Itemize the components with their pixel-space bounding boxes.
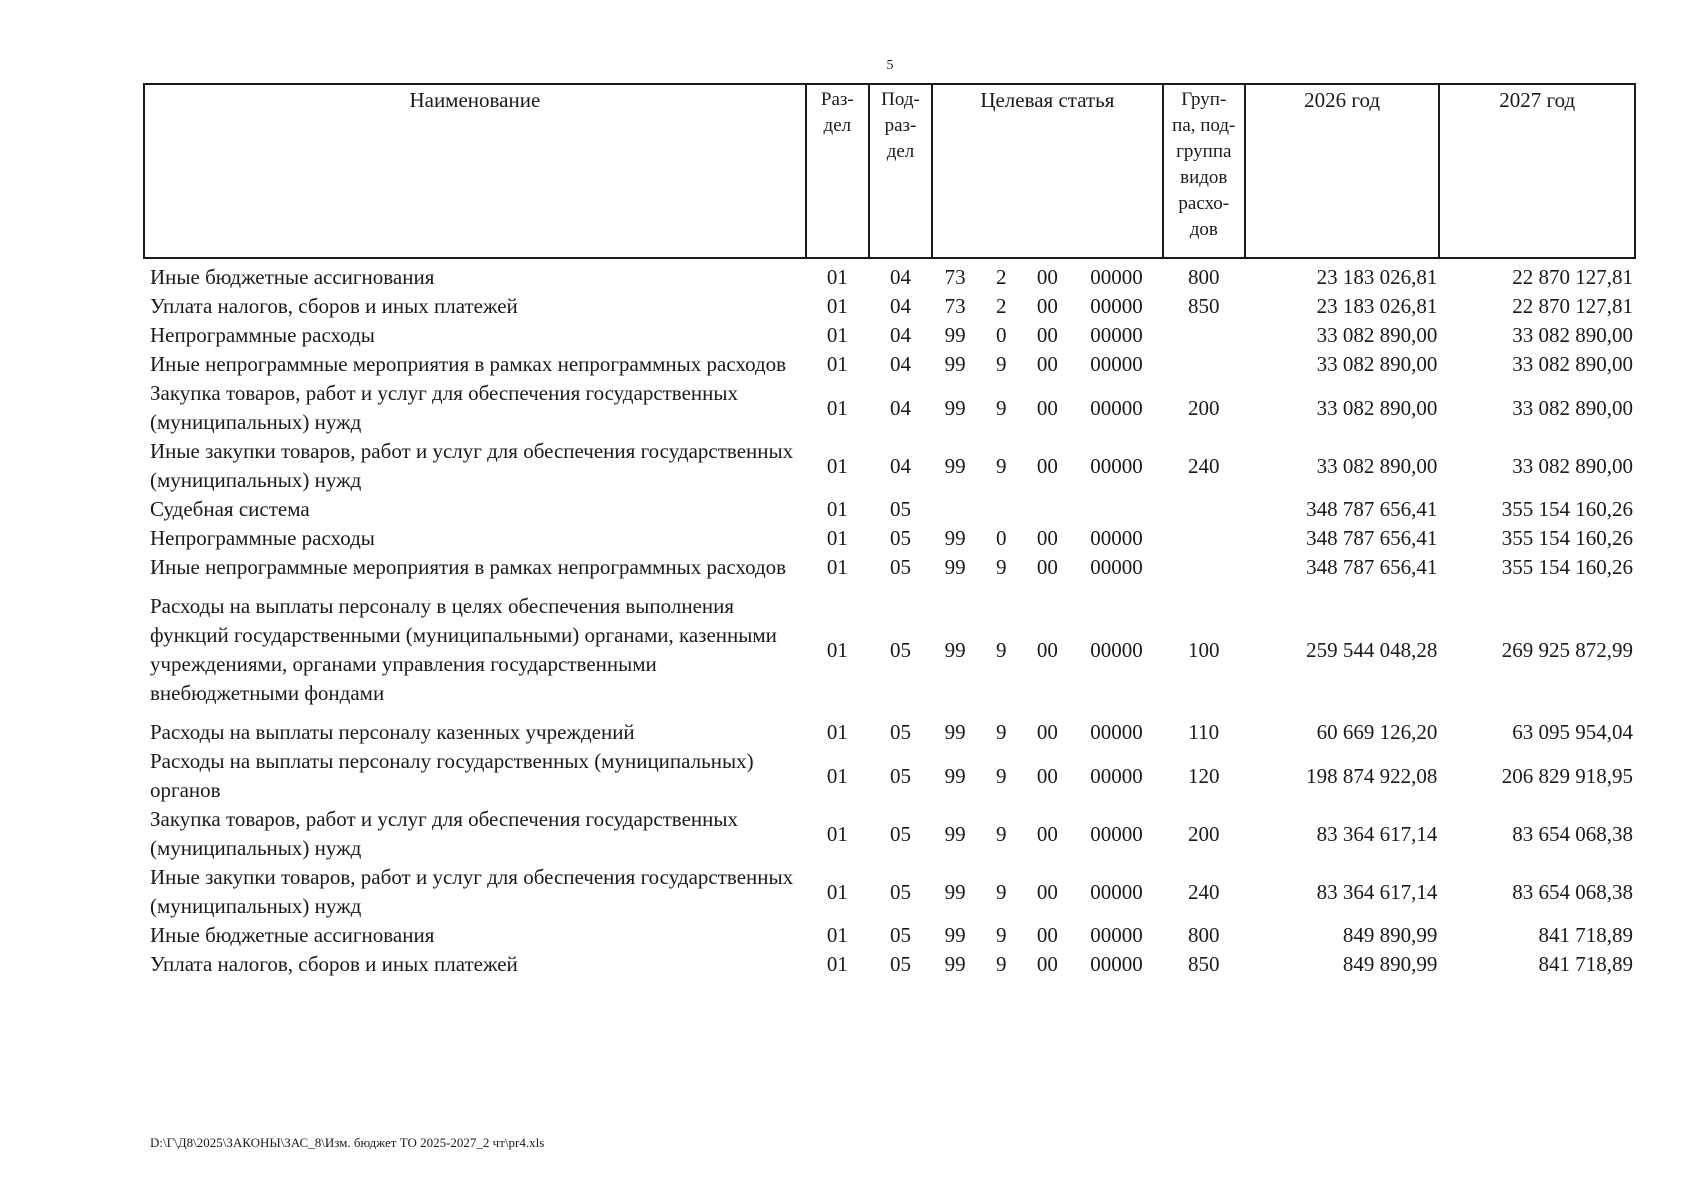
row-target-direction: 00: [1036, 395, 1058, 420]
row-amount-2027: 63 095 954,04: [1512, 720, 1633, 744]
row-amount-2026: 83 364 617,14: [1316, 879, 1438, 904]
row-target-direction: 00: [1036, 637, 1058, 662]
row-target-subprogram: 2: [995, 265, 1007, 289]
row-group: 240: [1188, 453, 1220, 478]
row-amount-2026: 33 082 890,00: [1316, 323, 1438, 347]
row-amount-2027: 841 718,89: [1538, 923, 1633, 947]
row-group: [1163, 321, 1245, 350]
row-name: Расходы на выплаты персоналу казенных учреждений: [150, 720, 635, 744]
row-target-program: 73: [944, 265, 966, 289]
row-podrazdel: 05: [889, 763, 911, 788]
row-name: Расходы на выплаты персоналу государственных (муниципальных) органов: [150, 749, 754, 802]
row-group: [1163, 495, 1245, 524]
row-amount-2026: 33 082 890,00: [1316, 352, 1438, 376]
page-number: 5: [886, 58, 894, 73]
row-target-program: 99: [944, 763, 966, 788]
row-razdel: 01: [826, 763, 848, 788]
row-group: 240: [1188, 879, 1220, 904]
row-amount-2027: 83 654 068,38: [1512, 821, 1633, 846]
header-year-2026: 2026 год: [1245, 84, 1440, 258]
row-name: Иные закупки товаров, работ и услуг для обеспечения государственных (муниципальных) нужд: [150, 439, 794, 492]
table-row: [144, 805, 1635, 863]
row-podrazdel: 04: [889, 265, 911, 289]
row-target-code: 00000: [1090, 323, 1143, 347]
header-target: Целевая статья: [932, 84, 1163, 258]
row-amount-2026: 849 890,99: [1342, 923, 1438, 947]
row-target-subprogram: 9: [995, 637, 1007, 662]
row-name: Непрограммные расходы: [150, 526, 375, 550]
table-row: [144, 582, 1635, 718]
row-amount-2026: 849 890,99: [1342, 952, 1438, 976]
row-target-program: 99: [944, 352, 966, 376]
row-amount-2027: 355 154 160,26: [1501, 555, 1633, 579]
row-amount-2027: 33 082 890,00: [1512, 453, 1633, 478]
row-razdel: 01: [826, 923, 848, 947]
row-razdel: 01: [826, 821, 848, 846]
row-razdel: 01: [826, 952, 848, 976]
row-target-direction: 00: [1036, 821, 1058, 846]
row-name: Закупка товаров, работ и услуг для обеспечения государственных (муниципальных) нужд: [150, 381, 739, 434]
table-row: [144, 321, 1635, 350]
row-target-direction: 00: [1036, 879, 1058, 904]
row-target-direction: 00: [1036, 952, 1058, 976]
row-target-code: 00000: [1090, 352, 1143, 376]
table-row: [144, 524, 1635, 553]
row-target-code: 00000: [1090, 923, 1143, 947]
table-row: [144, 495, 1635, 524]
row-target-subprogram: 9: [995, 879, 1007, 904]
table-row: [144, 747, 1635, 805]
row-group: 100: [1188, 637, 1220, 662]
row-target-code: 00000: [1090, 265, 1143, 289]
row-target-direction: 00: [1036, 720, 1058, 744]
header-year-2027: 2027 год: [1439, 84, 1635, 258]
row-razdel: 01: [826, 497, 848, 521]
row-target-program: 99: [944, 637, 966, 662]
row-target-code: 00000: [1090, 555, 1143, 579]
row-amount-2026: 348 787 656,41: [1306, 497, 1438, 521]
row-amount-2026: 83 364 617,14: [1316, 821, 1438, 846]
row-target-code: 00000: [1090, 294, 1143, 318]
row-target-subprogram: 9: [995, 453, 1007, 478]
row-razdel: 01: [826, 879, 848, 904]
row-razdel: 01: [826, 323, 848, 347]
row-target-program: 99: [944, 323, 966, 347]
row-target-program: 99: [944, 555, 966, 579]
row-target-code: 00000: [1090, 763, 1143, 788]
row-target-subprogram: 9: [995, 395, 1007, 420]
row-target-direction: 00: [1036, 294, 1058, 318]
header-razdel: Раз- дел: [806, 84, 869, 258]
row-podrazdel: 04: [889, 352, 911, 376]
row-podrazdel: 05: [889, 637, 911, 662]
row-amount-2027: 269 925 872,99: [1501, 637, 1633, 662]
row-target-program: 99: [944, 923, 966, 947]
row-group: 850: [1188, 952, 1220, 976]
row-target-subprogram: [978, 495, 1024, 524]
row-podrazdel: 05: [889, 923, 911, 947]
row-group: 120: [1188, 763, 1220, 788]
row-target-subprogram: 9: [995, 763, 1007, 788]
row-target-subprogram: 9: [995, 720, 1007, 744]
row-target-code: 00000: [1090, 637, 1143, 662]
row-group: 800: [1188, 923, 1220, 947]
row-podrazdel: 05: [889, 952, 911, 976]
row-target-program: 99: [944, 952, 966, 976]
row-amount-2027: 355 154 160,26: [1501, 526, 1633, 550]
row-group: 200: [1188, 395, 1220, 420]
row-amount-2027: 841 718,89: [1538, 952, 1633, 976]
row-amount-2027: 83 654 068,38: [1512, 879, 1633, 904]
row-razdel: 01: [826, 294, 848, 318]
row-name: Закупка товаров, работ и услуг для обеспечения государственных (муниципальных) нужд: [150, 807, 739, 860]
row-amount-2026: 23 183 026,81: [1316, 294, 1438, 318]
row-podrazdel: 04: [889, 453, 911, 478]
row-target-direction: 00: [1036, 555, 1058, 579]
row-target-code: 00000: [1090, 720, 1143, 744]
row-name: Уплата налогов, сборов и иных платежей: [150, 294, 518, 318]
row-amount-2027: 33 082 890,00: [1512, 352, 1633, 376]
row-target-direction: 00: [1036, 923, 1058, 947]
row-amount-2027: 33 082 890,00: [1512, 395, 1633, 420]
file-path: D:\Г\Д8\2025\ЗАКОНЫ\ЗАС_8\Изм. бюджет ТО 2025-2027_2 чт\pr4.xls: [150, 1135, 545, 1150]
row-name: Иные бюджетные ассигнования: [150, 923, 435, 947]
row-podrazdel: 04: [889, 294, 911, 318]
row-target-program: 99: [944, 879, 966, 904]
row-target-direction: 00: [1036, 526, 1058, 550]
row-name: Иные бюджетные ассигнования: [150, 265, 435, 289]
row-group: 110: [1188, 720, 1220, 744]
row-amount-2026: 259 544 048,28: [1306, 637, 1438, 662]
table-row: [144, 292, 1635, 321]
row-target-program: 99: [944, 526, 966, 550]
row-target-code: [1070, 495, 1162, 524]
row-podrazdel: 04: [889, 323, 911, 347]
row-amount-2026: 33 082 890,00: [1316, 453, 1438, 478]
row-target-code: 00000: [1090, 453, 1143, 478]
row-podrazdel: 05: [889, 879, 911, 904]
row-target-subprogram: 9: [995, 352, 1007, 376]
row-group: [1163, 553, 1245, 582]
row-target-subprogram: 9: [995, 555, 1007, 579]
row-target-direction: 00: [1036, 323, 1058, 347]
row-target-code: 00000: [1090, 526, 1143, 550]
row-target-direction: 00: [1036, 352, 1058, 376]
table-row: [144, 350, 1635, 379]
row-group: 800: [1188, 265, 1220, 289]
table-row: [144, 863, 1635, 921]
table-body: [144, 258, 1635, 979]
row-amount-2027: 22 870 127,81: [1512, 294, 1633, 318]
table-row: [144, 921, 1635, 950]
row-group: [1163, 350, 1245, 379]
row-target-subprogram: 0: [995, 526, 1007, 550]
row-target-program: [932, 495, 978, 524]
row-amount-2026: 348 787 656,41: [1306, 555, 1438, 579]
row-target-program: 99: [944, 821, 966, 846]
row-amount-2026: 23 183 026,81: [1316, 265, 1438, 289]
row-razdel: 01: [826, 395, 848, 420]
row-name: Уплата налогов, сборов и иных платежей: [150, 952, 518, 976]
row-razdel: 01: [826, 720, 848, 744]
row-amount-2027: 206 829 918,95: [1501, 763, 1633, 788]
row-podrazdel: 05: [889, 555, 911, 579]
row-group: 850: [1188, 294, 1220, 318]
row-target-code: 00000: [1090, 821, 1143, 846]
table-row: [144, 258, 1635, 292]
row-amount-2026: 348 787 656,41: [1306, 526, 1438, 550]
row-name: Непрограммные расходы: [150, 323, 375, 347]
row-podrazdel: 04: [889, 395, 911, 420]
header-podrazdel: Под- раз- дел: [869, 84, 932, 258]
row-name: Иные непрограммные мероприятия в рамках непрограммных расходов: [150, 555, 787, 579]
row-target-subprogram: 9: [995, 952, 1007, 976]
row-target-subprogram: 9: [995, 821, 1007, 846]
row-podrazdel: 05: [889, 720, 911, 744]
row-podrazdel: 05: [889, 526, 911, 550]
row-amount-2026: 198 874 922,08: [1306, 763, 1438, 788]
row-razdel: 01: [826, 555, 848, 579]
table-row: [144, 718, 1635, 747]
table-row: [144, 553, 1635, 582]
budget-table: [143, 83, 1636, 979]
row-razdel: 01: [826, 526, 848, 550]
row-target-direction: 00: [1036, 763, 1058, 788]
row-target-direction: 00: [1036, 453, 1058, 478]
row-target-direction: 00: [1036, 265, 1058, 289]
row-target-code: 00000: [1090, 952, 1143, 976]
row-podrazdel: 05: [889, 821, 911, 846]
header-name: Наименование: [144, 84, 806, 258]
table-row: [144, 950, 1635, 979]
row-group: [1163, 524, 1245, 553]
row-target-program: 99: [944, 395, 966, 420]
row-amount-2026: 60 669 126,20: [1316, 720, 1438, 744]
row-amount-2027: 355 154 160,26: [1501, 497, 1633, 521]
row-target-subprogram: 0: [995, 323, 1007, 347]
row-target-subprogram: 2: [995, 294, 1007, 318]
row-target-subprogram: 9: [995, 923, 1007, 947]
row-target-direction: [1024, 495, 1070, 524]
row-target-program: 73: [944, 294, 966, 318]
row-razdel: 01: [826, 637, 848, 662]
row-name: Судебная система: [150, 497, 310, 521]
header-group: Груп- па, под- группа видов расхо- дов: [1163, 84, 1245, 258]
row-razdel: 01: [826, 265, 848, 289]
row-name: Иные закупки товаров, работ и услуг для обеспечения государственных (муниципальных) нужд: [150, 865, 794, 918]
row-target-code: 00000: [1090, 395, 1143, 420]
row-target-code: 00000: [1090, 879, 1143, 904]
row-target-program: 99: [944, 453, 966, 478]
table-row: [144, 437, 1635, 495]
row-razdel: 01: [826, 352, 848, 376]
row-razdel: 01: [826, 453, 848, 478]
row-podrazdel: 05: [889, 497, 911, 521]
table-header: [144, 84, 1635, 258]
table-row: [144, 379, 1635, 437]
row-name: Иные непрограммные мероприятия в рамках непрограммных расходов: [150, 352, 787, 376]
row-name: Расходы на выплаты персоналу в целях обеспечения выполнения функций государственными (муниципальными) органами, казенными учреждениями, органами управления государственными внебюджетными фондами: [150, 594, 777, 705]
row-amount-2027: 22 870 127,81: [1512, 265, 1633, 289]
row-target-program: 99: [944, 720, 966, 744]
row-amount-2027: 33 082 890,00: [1512, 323, 1633, 347]
row-amount-2026: 33 082 890,00: [1316, 395, 1438, 420]
row-group: 200: [1188, 821, 1220, 846]
